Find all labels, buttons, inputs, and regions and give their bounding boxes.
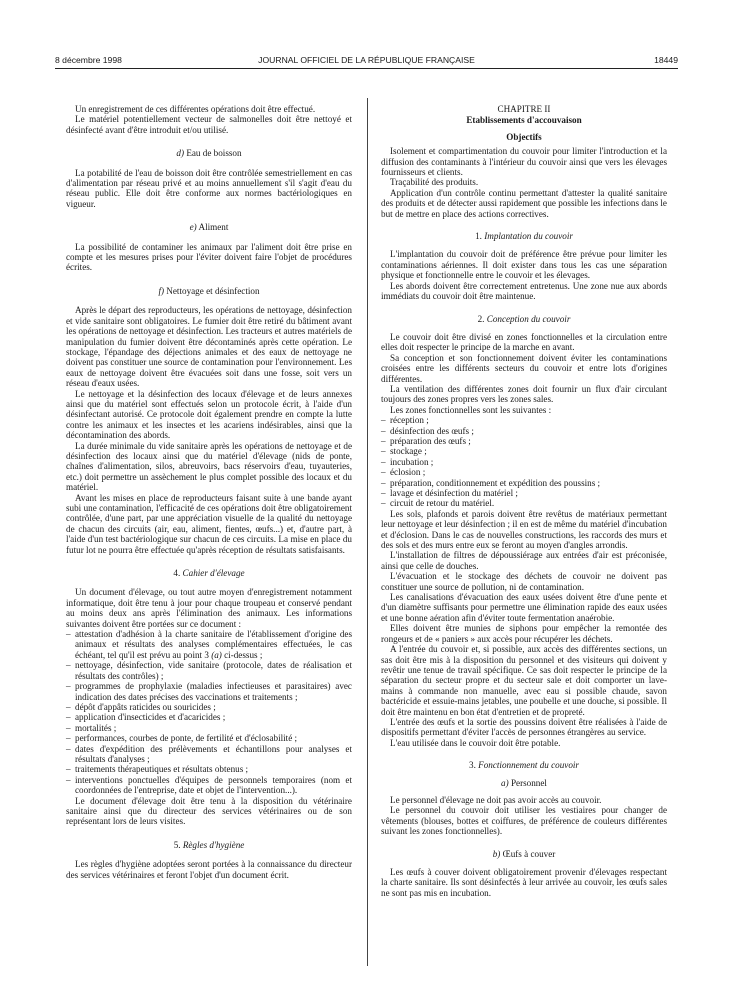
subsection-letter: d) — [176, 148, 185, 159]
list-item: – nettoyage, désinfection, vide sanitaire (protocole, dates de réalisation et résultats des contrôles) ; — [66, 660, 352, 681]
list-item: – programmes de prophylaxie (maladies infectieuses et parasitaires) avec indication des dates précises des vaccinations et traitements ; — [66, 681, 352, 702]
paragraph: Un enregistrement de ces différentes opérations doit être effectué. — [75, 104, 316, 114]
paragraph: La durée minimale du vide sanitaire après les opérations de nettoyage et de désinfection des locaux ainsi que du matériel d'élevage (nids de ponte, chaînes d'alimentation, silos, abreuvoirs, bacs réservoirs d'eau, tuyauteries, etc.) doit permettre un assèchement le plus complet possible des locaux et du matériel. — [66, 440, 352, 493]
subsection-letter: b) — [492, 848, 501, 859]
paragraph: L'implantation du couvoir doit de préférence être prévue pour limiter les contaminations aériennes. Il doit exister dans tous les cas une séparation physique et fonctionnelle entre le couvoir et les élevages. — [381, 249, 667, 281]
paragraph: Le matériel potentiellement vecteur de salmonelles doit être nettoyé et désinfecté avant d'être introduit et/ou utilisé. — [66, 114, 352, 135]
list-item: – préparation des œufs ; — [381, 436, 667, 446]
list-item: – application d'insecticides et d'acaricides ; — [66, 712, 352, 722]
header-page-number: 18449 — [654, 55, 678, 65]
column-separator — [367, 98, 368, 966]
section-number: 2. — [477, 313, 485, 324]
section-number: 3. — [469, 760, 476, 771]
section-number: 1. — [475, 231, 482, 242]
list-item: – attestation d'adhésion à la charte sanitaire de l'établissement d'origine des animaux et résultats des analyses complémentaires effectuées, le cas échéant, tel qu'il est prévu au point 3 (a) ci-dessus ; — [66, 629, 352, 660]
subsection-heading-d — [66, 148, 352, 158]
subsection-heading-f — [66, 286, 352, 296]
section-title: Fonctionnement du couvoir — [478, 760, 579, 771]
paragraph: L'installation de filtres de dépoussiérage aux entrées d'air est préconisée, ainsi que celle de douches. — [381, 550, 667, 571]
paragraph: Les canalisations d'évacuation des eaux usées doivent être d'une pente et d'un diamètre suffisants pour permettre une élimination rapide des eaux usées et une bonne aération afin d'éviter toute fermentation anaérobie. — [381, 592, 667, 623]
list-item: – interventions ponctuelles d'équipes de personnels temporaires (nom et coordonnées de l'entreprise, date et objet de l'intervention...). — [66, 775, 352, 796]
list-item: – stockage ; — [381, 446, 667, 456]
section-title: Conception du couvoir — [486, 313, 571, 324]
section-heading-1 — [381, 231, 667, 241]
paragraph: La potabilité de l'eau de boisson doit être contrôlée semestriellement en cas d'alimentation par réseau privé et au moins annuellement s'il s'agit d'eau du réseau public. Elle doit être conforme aux normes bactériologiques en vigueur. — [66, 167, 352, 209]
subsection-title: Œufs à couver — [502, 848, 556, 859]
paragraph: L'entrée des œufs et la sortie des poussins doivent être réalisées à l'aide de dispositifs permettant d'éviter l'accès de personnes étrangères au service. — [381, 716, 667, 738]
subsection-title: Aliment — [198, 222, 229, 233]
section-heading-3 — [381, 760, 667, 770]
list-item: – dates d'expédition des prélèvements et échantillons pour analyses et résultats d'analyses ; — [66, 744, 352, 765]
section-title: Cahier d'élevage — [182, 568, 245, 579]
list-item: – traitements thérapeutiques et résultats obtenus ; — [66, 764, 352, 774]
paragraph: Le nettoyage et la désinfection des locaux d'élevage et de leurs annexes ainsi que du matériel sont effectués selon un protocole écrit, à l'aide d'un désinfectant autorisé. Ce protocole doit également prendre en compte la lutte contre les animaux et les insectes et les acariens indésirables, ainsi que la décontamination des abords. — [66, 388, 352, 441]
section-heading-4 — [66, 568, 352, 578]
paragraph: Le couvoir doit être divisé en zones fonctionnelles et la circulation entre elles doit respecter le principe de la marche en avant. — [381, 331, 667, 353]
paragraph: Les sols, plafonds et parois doivent être revêtus de matériaux permettant leur nettoyage et leur désinfection ; il en est de même du matériel d'incubation et d'éclosion. Dans le cas de nouvelles constructions, les raccords des murs et des sols et des murs entre eux se feront au moyen d'angles arrondis. — [381, 508, 667, 551]
paragraph: La ventilation des différentes zones doit fournir un flux d'air circulant toujours des zones propres vers les zones sales. — [381, 383, 667, 405]
chapter-title: Etablissements d'accouvaison — [466, 115, 582, 126]
chapter-number: CHAPITRE II — [497, 104, 551, 114]
list-item: – dépôt d'appâts raticides ou souricides ; — [66, 702, 352, 712]
list-item: – mortalités ; — [66, 723, 352, 733]
list-item: – éclosion ; — [381, 467, 667, 477]
paragraph: Les œufs à couver doivent obligatoirement provenir d'élevages respectant la charte sanitaire. Ils sont désinfectés à leur arrivée au couvoir, les œufs sales ne sont pas mis en incubation. — [381, 867, 667, 898]
paragraph: Avant les mises en place de reproducteurs faisant suite à une bande ayant subi une contamination, l'efficacité de ces opérations doit être obligatoirement contrôlée, d'une part, par une appréciation visuelle de la qualité du nettoyage de chacun des circuits (air, eau, aliment, fientes, œufs...) et, d'autre part, à l'aide d'un test bactériologique sur chacun de ces circuits. La mise en place du futur lot ne pourra être effectuée qu'après réception de résultats satisfaisants. — [66, 492, 352, 555]
right-column — [381, 104, 667, 898]
paragraph: Un document d'élevage, ou tout autre moyen d'enregistrement notamment informatique, doit être tenu à jour pour chaque troupeau et conservé pendant au moins deux ans après l'élimination des animaux. Les informations suivantes doivent être portées sur ce document : — [66, 587, 352, 629]
paragraph: Traçabilité des produits. — [390, 177, 479, 188]
section-heading-2 — [381, 314, 667, 324]
paragraph: Après le départ des reproducteurs, les opérations de nettoyage, désinfection et vide sanitaire sont obligatoires. Le fumier doit être retiré du bâtiment avant les opérations de nettoyage et désinfection. Les tracteurs et autres matériels de manipulation du fumier doivent être décontaminés après cette opération. Le stockage, l'épandage des déjections animales et des eaux de nettoyage ne doivent pas constituer une source de contamination pour l'environnement. Les eaux de nettoyage doivent être évacuées soit dans une fosse, soit vers un réseau d'eaux usées. — [66, 305, 352, 389]
list-item: – désinfection des œufs ; — [381, 426, 667, 436]
paragraph: Elles doivent être munies de siphons pour empêcher la remontée des rongeurs et de « paniers » aux accès pour récupérer les déchets. — [381, 623, 667, 644]
paragraph: La possibilité de contaminer les animaux par l'aliment doit être prise en compte et les mesures prises pour l'éviter doivent faire l'objet de procédures écrites. — [66, 241, 352, 273]
section-heading-5 — [66, 840, 352, 850]
paragraph: Le personnel d'élevage ne doit pas avoir accès au couvoir. — [390, 794, 602, 805]
list-item: – préparation, conditionnement et expédition des poussins ; — [381, 478, 667, 488]
paragraph: Les règles d'hygiène adoptées seront portées à la connaissance du directeur des services vétérinaires et feront l'objet d'un document écrit. — [66, 859, 352, 880]
paragraph: Sa conception et son fonctionnement doivent éviter les contaminations croisées entre les différents secteurs du couvoir et entre lots d'origines différentes. — [381, 352, 667, 384]
header-journal-title: JOURNAL OFFICIEL DE LA RÉPUBLIQUE FRANÇAISE — [258, 55, 475, 65]
subsection-letter: a) — [501, 777, 509, 788]
paragraph: L'eau utilisée dans le couvoir doit être potable. — [390, 737, 561, 748]
list-item: – lavage et désinfection du matériel ; — [381, 488, 667, 498]
paragraph: Les zones fonctionnelles sont les suivantes : — [390, 404, 552, 415]
paragraph: L'évacuation et le stockage des déchets de couvoir ne doivent pas constituer une source de pollution, ni de contamination. — [381, 571, 667, 592]
header-rule — [55, 68, 678, 69]
header-date: 8 décembre 1998 — [55, 55, 122, 65]
subsection-heading-e — [66, 222, 352, 232]
list-item: – performances, courbes de ponte, de fertilité et d'éclosabilité ; — [66, 733, 352, 743]
subsection-title: Nettoyage et désinfection — [166, 285, 260, 296]
section-number: 4. — [173, 568, 181, 579]
subsection-heading-b — [381, 849, 667, 859]
paragraph: A l'entrée du couvoir et, si possible, aux accès des différentes sections, un sas doit être mis à la disposition du personnel et des visiteurs qui doivent y revêtir une tenue de travail spécifique. Ce sas doit respecter le principe de la séparation du secteur propre et du secteur sale et doit comporter un lave-mains à commande non manuelle, avec eau si possible chaude, savon bactéricide et essuie-mains jetables, une poubelle et une douche, si possible. Il doit être maintenu en bon état d'entretien et de propreté. — [381, 644, 667, 717]
subsection-heading-a — [381, 778, 667, 788]
objectives-heading: Objectifs — [506, 131, 542, 142]
subsection-letter: f) — [158, 285, 165, 296]
section-title: Règles d'hygiène — [182, 839, 245, 850]
subsection-letter: e) — [189, 222, 197, 233]
list-item: – circuit de retour du matériel. — [381, 498, 667, 508]
list-item: – incubation ; — [381, 457, 667, 467]
subsection-title: Eau de boisson — [186, 148, 242, 159]
section-number: 5. — [173, 839, 181, 850]
subsection-title: Personnel — [510, 777, 547, 788]
paragraph: Les abords doivent être correctement entretenus. Une zone nue aux abords immédiats du couvoir doit être maintenue. — [381, 280, 667, 302]
list-item: – réception ; — [381, 415, 667, 425]
section-title: Implantation du couvoir — [484, 231, 573, 242]
paragraph: Application d'un contrôle continu permettant d'attester la qualité sanitaire des produits et de détecter aussi rapidement que possible les infections dans le but de mettre en place des actions correctives. — [381, 187, 667, 219]
paragraph: Isolement et compartimentation du couvoir pour limiter l'introduction et la diffusion des contaminants à l'intérieur du couvoir ainsi que vers les élevages fournisseurs et clients. — [381, 146, 667, 178]
paragraph: Le personnel du couvoir doit utiliser les vestiaires pour changer de vêtements (blouses, bottes et coiffures, de préférence de couleurs différentes suivant les zones fonctionnelles). — [381, 805, 667, 837]
page-header — [55, 54, 678, 66]
paragraph: Le document d'élevage doit être tenu à la disposition du vétérinaire sanitaire ainsi que du directeur des services vétérinaires ou de son représentant lors de leurs visites. — [66, 795, 352, 827]
left-column — [66, 104, 352, 880]
